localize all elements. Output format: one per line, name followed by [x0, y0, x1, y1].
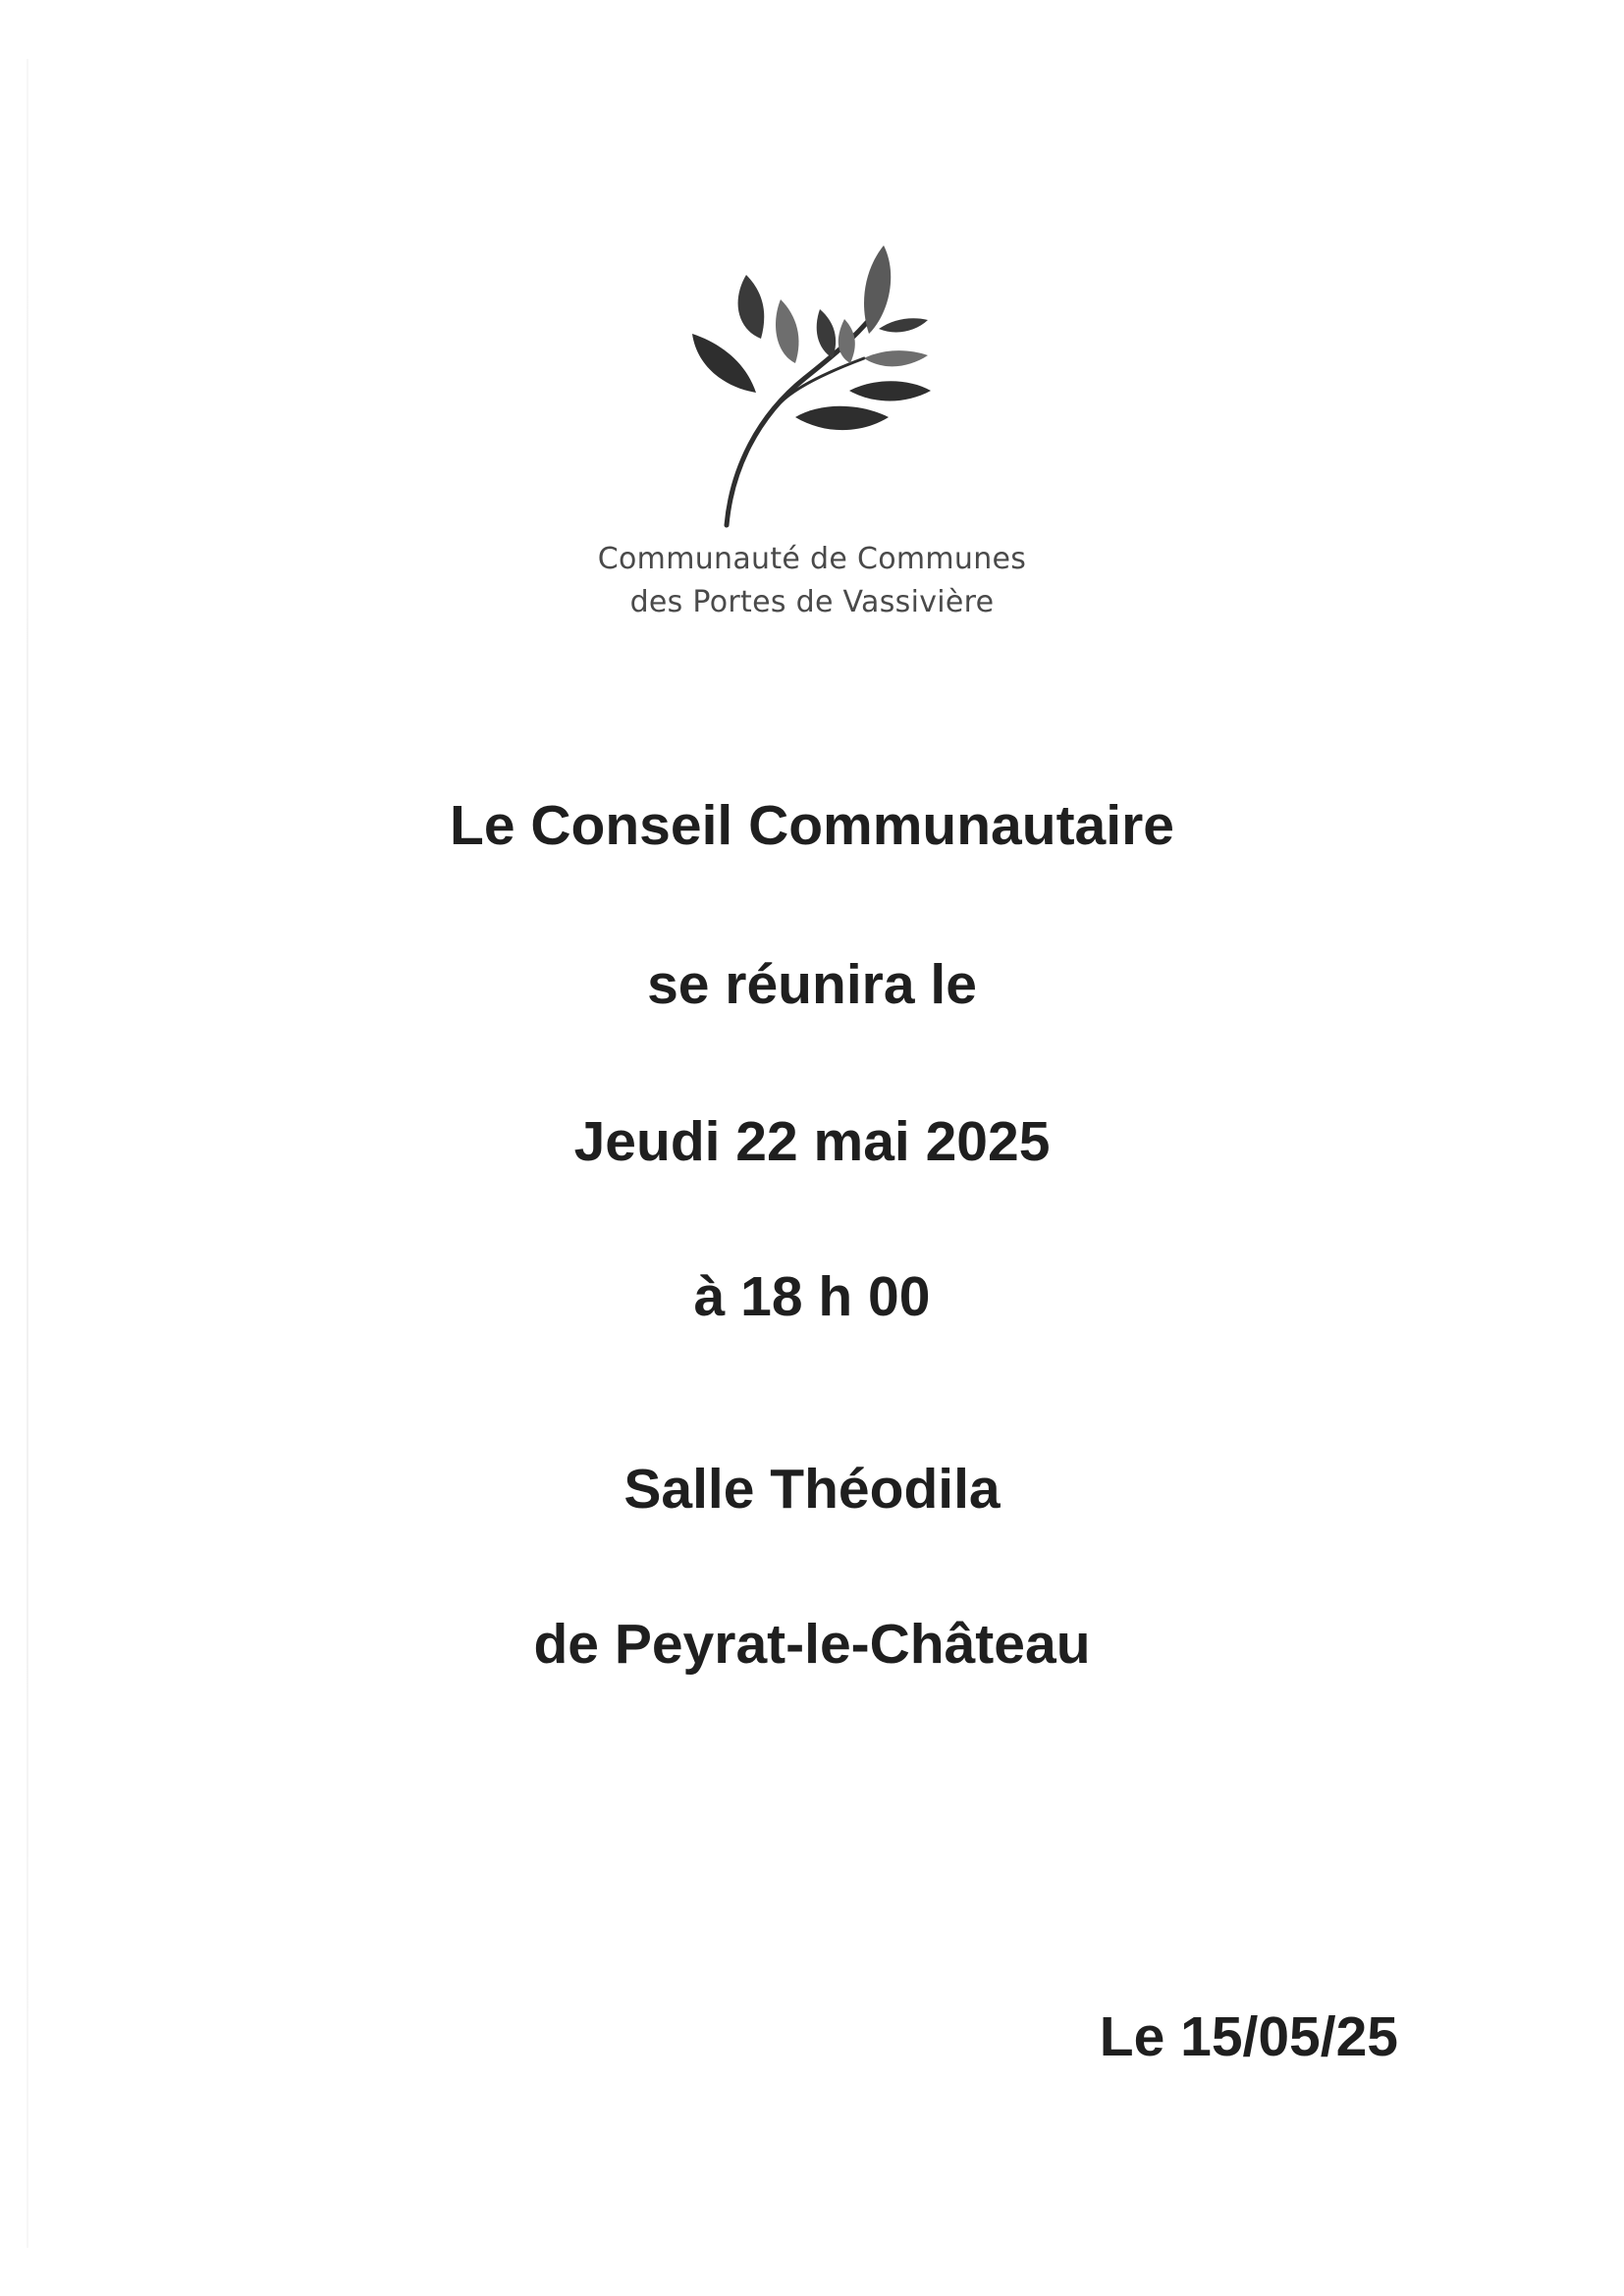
organization-name-line-2: des Portes de Vassivière [629, 585, 995, 619]
organization-name [517, 538, 1107, 624]
notice-title: Le Conseil Communautaire [450, 794, 1174, 857]
notice-meeting-phrase: se réunira le [647, 953, 977, 1016]
notice-venue: Salle Théodila [623, 1458, 1001, 1521]
notice-date: Jeudi 22 mai 2025 [573, 1110, 1051, 1173]
olive-branch-icon [687, 245, 943, 530]
organization-name-line-1: Communauté de Communes [597, 542, 1027, 576]
notice-time: à 18 h 00 [693, 1265, 931, 1328]
notice-location: de Peyrat-le-Château [533, 1613, 1091, 1676]
issued-date: Le 15/05/25 [1099, 2005, 1398, 2068]
